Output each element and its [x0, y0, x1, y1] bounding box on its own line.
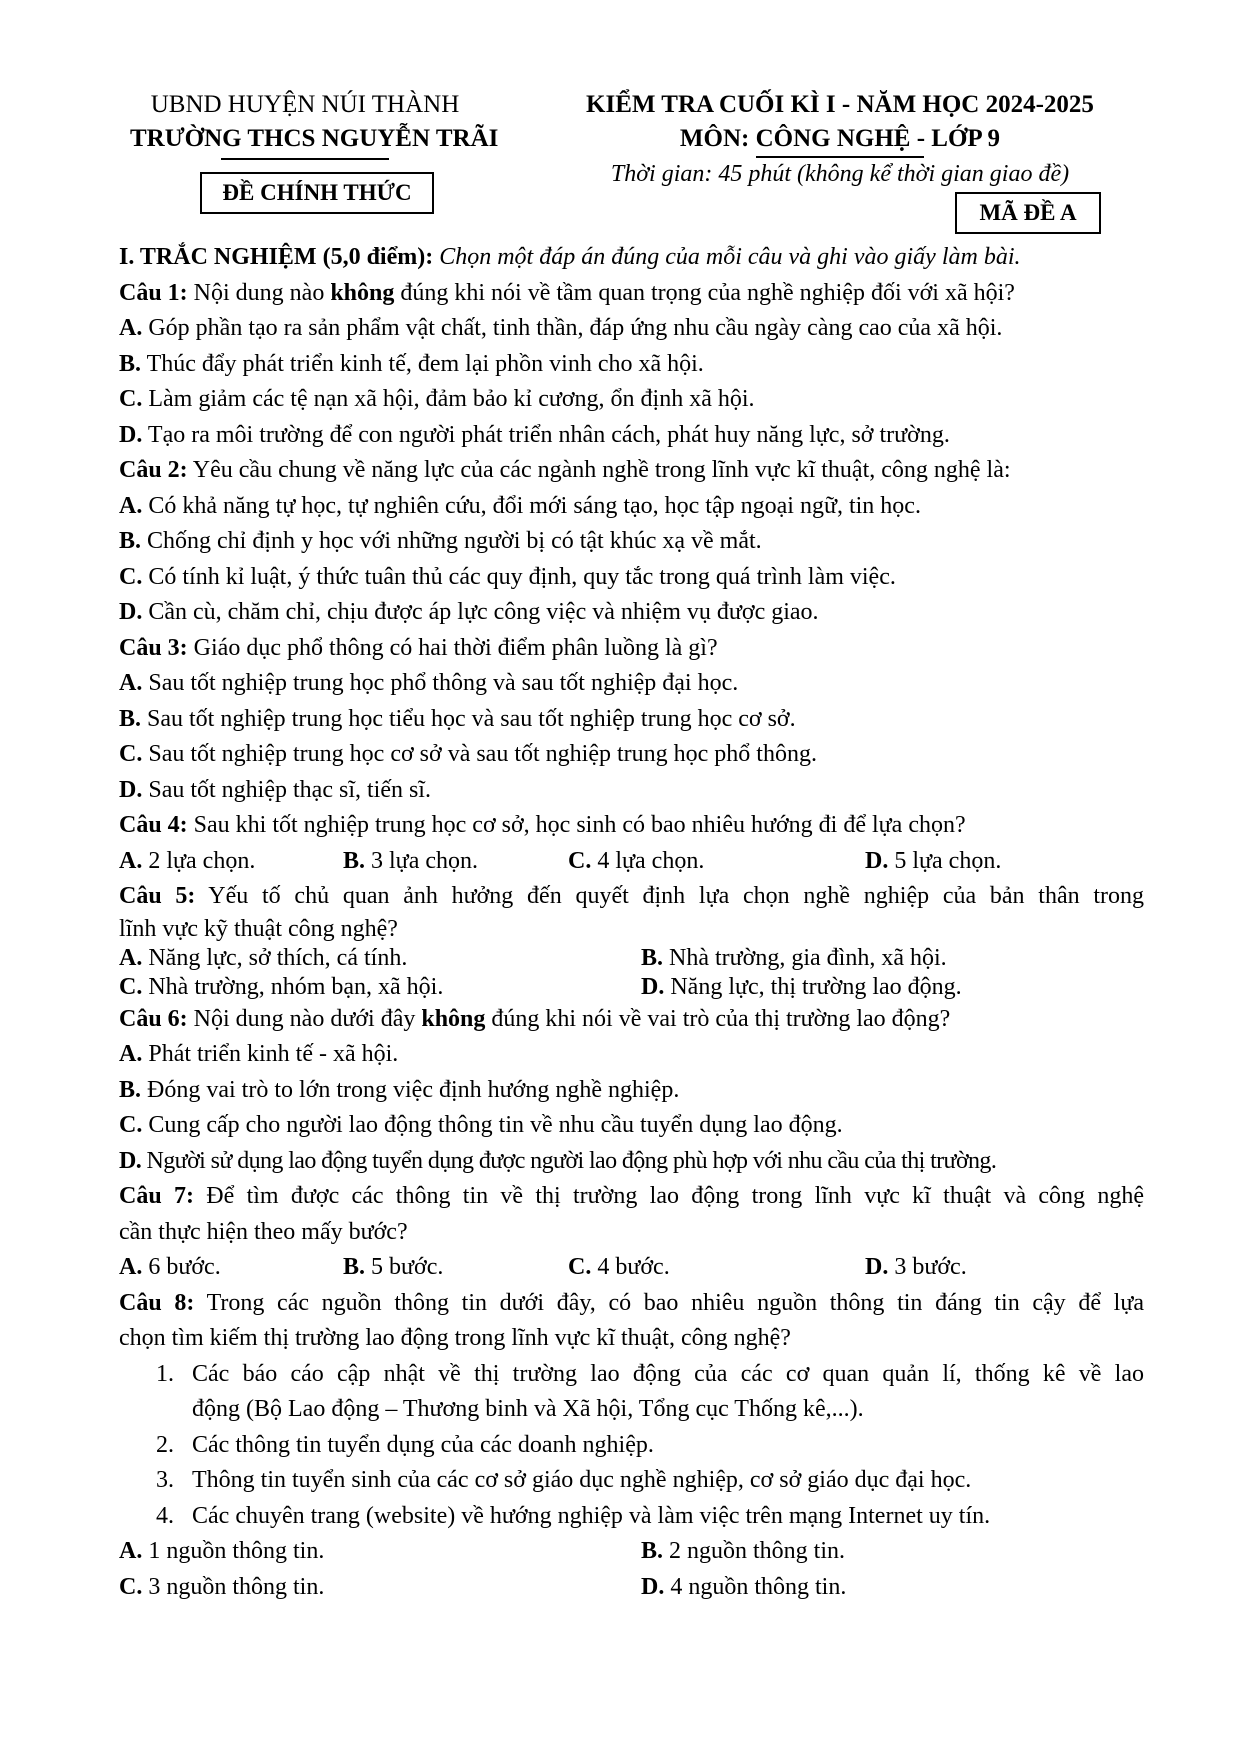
question-6: Câu 6: Nội dung nào dưới đây không đúng khi nói về vai trò của thị trường lao động?	[119, 1005, 951, 1032]
option: D. 3 bước.	[865, 1254, 967, 1280]
question-5: Câu 5: Yếu tố chủ quan ảnh hưởng đến quyết định lựa chọn nghề nghiệp của bản thân trong	[119, 883, 1145, 909]
section-heading	[119, 240, 1144, 276]
option: D. Cần cù, chăm chỉ, chịu được áp lực công việc và nhiệm vụ được giao.	[119, 599, 819, 625]
option: D. Sau tốt nghiệp thạc sĩ, tiến sĩ.	[119, 776, 431, 803]
option: B. 3 lựa chọn.	[343, 847, 478, 874]
section-title: I. TRẮC NGHIỆM (5,0 điểm):	[119, 244, 434, 270]
option: D. 5 lựa chọn.	[865, 847, 1002, 874]
list-item: 4. Các chuyên trang (website) về hướng nghiệp và làm việc trên mạng Internet uy tín.	[156, 1502, 991, 1529]
option: B. Chống chỉ định y học với những người bị có tật khúc xạ về mắt.	[119, 528, 762, 554]
question-8-continued: chọn tìm kiếm thị trường lao động trong lĩnh vực kĩ thuật, công nghệ?	[119, 1325, 791, 1351]
options-row	[119, 1534, 1144, 1570]
option: A. Góp phần tạo ra sản phẩm vật chất, tinh thần, đáp ứng nhu cầu ngày càng cao của xã hội.	[119, 315, 1003, 341]
options-row	[119, 973, 1144, 1002]
option: D. Tạo ra môi trường để con người phát triển nhân cách, phát huy năng lực, sở trường.	[119, 421, 950, 448]
option: B. Thúc đẩy phát triển kinh tế, đem lại phồn vinh cho xã hội.	[119, 350, 704, 377]
question-2: Câu 2: Yêu cầu chung về năng lực của các ngành nghề trong lĩnh vực kĩ thuật, công nghệ là:	[119, 457, 1011, 483]
exam-body	[119, 240, 1144, 1605]
question-7: Câu 7: Để tìm được các thông tin về thị trường lao động trong lĩnh vực kĩ thuật và công nghệ	[119, 1183, 1145, 1209]
question-3: Câu 3: Giáo dục phổ thông có hai thời điểm phân luồng là gì?	[119, 634, 718, 661]
option: A. Phát triển kinh tế - xã hội.	[119, 1041, 399, 1067]
option: B. Đóng vai trò to lớn trong việc định hướng nghề nghiệp.	[119, 1076, 680, 1103]
option: B. Nhà trường, gia đình, xã hội.	[641, 944, 947, 971]
option: A. Có khả năng tự học, tự nghiên cứu, đổi mới sáng tạo, học tập ngoại ngữ, tin học.	[119, 492, 921, 519]
district-name: UBND HUYỆN NÚI THÀNH	[150, 91, 460, 118]
option: C. 4 lựa chọn.	[568, 847, 705, 874]
option: C. Có tính kỉ luật, ý thức tuân thủ các quy định, quy tắc trong quá trình làm việc.	[119, 563, 896, 590]
options-row	[119, 944, 1144, 973]
option: D. Năng lực, thị trường lao động.	[641, 973, 962, 1000]
options-row	[119, 1570, 1144, 1606]
option: A. Năng lực, sở thích, cá tính.	[119, 944, 408, 971]
option: B. Sau tốt nghiệp trung học tiểu học và sau tốt nghiệp trung học cơ sở.	[119, 705, 796, 732]
options-row	[119, 1250, 1144, 1286]
exam-subject: MÔN: CÔNG NGHỆ - LỚP 9	[679, 125, 1001, 152]
option: B. 5 bước.	[343, 1254, 444, 1280]
school-header	[130, 88, 499, 160]
exam-title: KIỂM TRA CUỐI KÌ I - NĂM HỌC 2024-2025	[586, 91, 1094, 118]
exam-header	[540, 88, 1140, 190]
options-row	[119, 844, 1144, 880]
option: C. 3 nguồn thông tin.	[119, 1573, 325, 1600]
question-5-continued: lĩnh vực kỹ thuật công nghệ?	[119, 915, 398, 942]
question-8: Câu 8: Trong các nguồn thông tin dưới đây, có bao nhiêu nguồn thông tin đáng tin cậy để lựa	[119, 1289, 1144, 1316]
official-exam-label: ĐỀ CHÍNH THỨC	[200, 172, 434, 214]
option: D. Người sử dụng lao động tuyển dụng được người lao động phù hợp với nhu cầu của thị trường.	[119, 1147, 997, 1174]
option: A. 6 bước.	[119, 1254, 221, 1280]
list-item: 3. Thông tin tuyển sinh của các cơ sở giáo dục nghề nghiệp, cơ sở giáo dục đại học.	[156, 1467, 972, 1493]
option: C. Sau tốt nghiệp trung học cơ sở và sau tốt nghiệp trung học phổ thông.	[119, 741, 817, 767]
school-underline	[221, 158, 389, 160]
option: B. 2 nguồn thông tin.	[641, 1538, 846, 1564]
exam-time: Thời gian: 45 phút (không kể thời gian giao đề)	[610, 161, 1070, 187]
option: C. Nhà trường, nhóm bạn, xã hội.	[119, 973, 444, 1000]
option: A. 2 lựa chọn.	[119, 847, 256, 874]
list-item: 1. Các báo cáo cập nhật về thị trường lao động của các cơ quan quản lí, thống kê về lao động (Bộ Lao động – Thương binh và Xã hội, Tổng cục Thống kê,...).	[156, 1360, 1144, 1422]
exam-code: MÃ ĐỀ A	[955, 192, 1101, 234]
option: A. 1 nguồn thông tin.	[119, 1538, 325, 1564]
option: C. Cung cấp cho người lao động thông tin về nhu cầu tuyển dụng lao động.	[119, 1112, 843, 1138]
question-1: Câu 1: Nội dung nào không đúng khi nói về tầm quan trọng của nghề nghiệp đối với xã hội?	[119, 279, 1015, 306]
school-name: TRƯỜNG THCS NGUYỄN TRÃI	[130, 125, 499, 152]
option: D. 4 nguồn thông tin.	[641, 1573, 847, 1600]
section-instruction: Chọn một đáp án đúng của mỗi câu và ghi vào giấy làm bài.	[439, 244, 1021, 270]
list-item: 2. Các thông tin tuyển dụng của các doanh nghiệp.	[156, 1431, 654, 1458]
question-7-continued: cần thực hiện theo mấy bước?	[119, 1218, 408, 1245]
option: C. Làm giảm các tệ nạn xã hội, đảm bảo kỉ cương, ổn định xã hội.	[119, 386, 755, 412]
option: C. 4 bước.	[568, 1254, 670, 1280]
question-4: Câu 4: Sau khi tốt nghiệp trung học cơ sở, học sinh có bao nhiêu hướng đi để lựa chọn?	[119, 812, 966, 838]
option: A. Sau tốt nghiệp trung học phổ thông và sau tốt nghiệp đại học.	[119, 670, 739, 696]
